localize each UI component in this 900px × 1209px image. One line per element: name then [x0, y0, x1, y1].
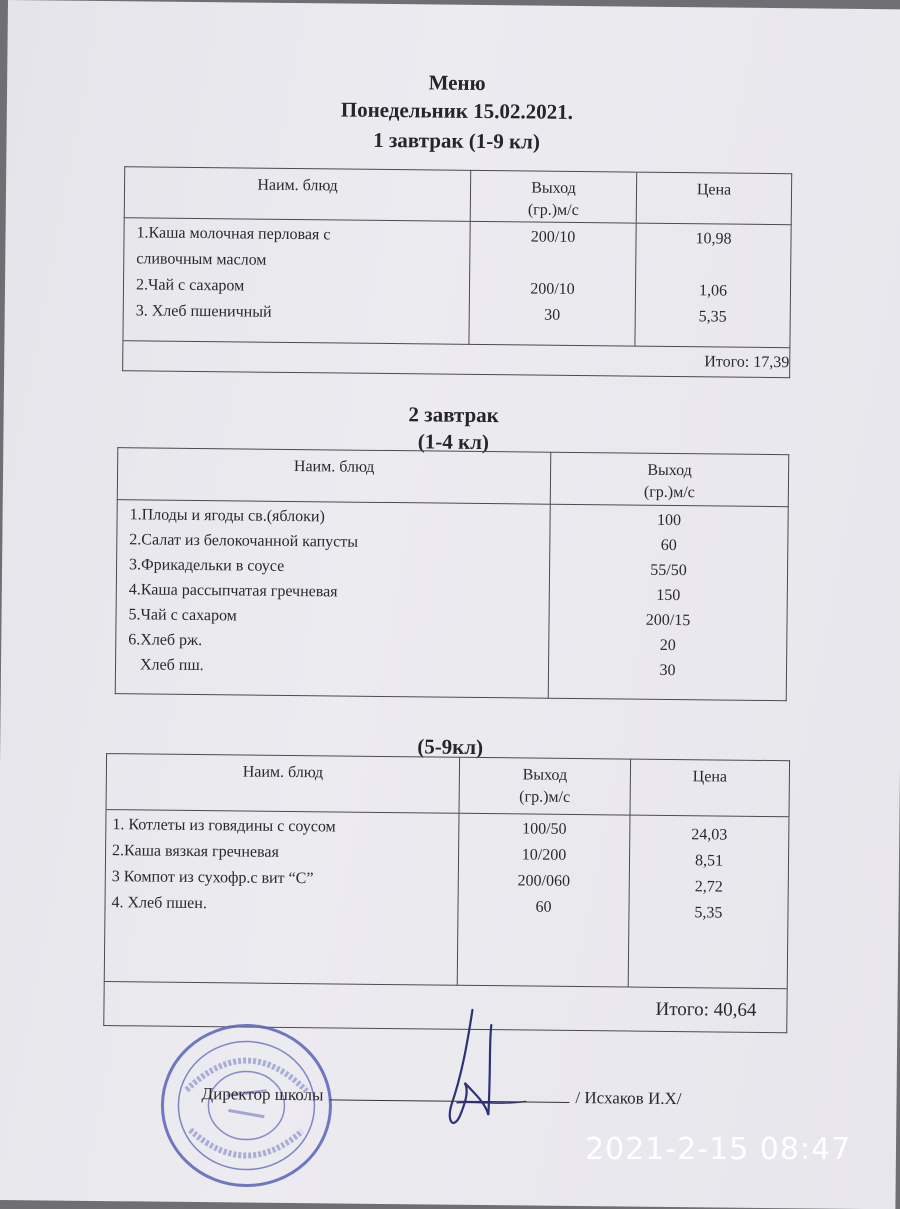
breakfast1-table [122, 166, 792, 378]
price-value: 2,72 [694, 878, 723, 896]
school-stamp-icon [156, 1020, 338, 1192]
price-value [636, 252, 790, 280]
yield-cell [548, 504, 788, 700]
yield-value: 60 [535, 898, 552, 916]
breakfast3-table [103, 753, 790, 1033]
yield-value: 30 [544, 306, 561, 324]
yield-value: 20 [659, 636, 676, 655]
list-item: 4.Каша рассыпчатая гречневая [128, 581, 338, 601]
list-item: 3.Фрикадельки в соусе [129, 556, 285, 575]
total-row: Итого: 17,39 [123, 341, 790, 378]
yield-cell [469, 221, 636, 346]
breakfast2-table [115, 447, 790, 701]
menu-date: Понедельник 15.02.2021. [340, 97, 574, 124]
yield-cell [457, 813, 630, 987]
price-value: 5,35 [694, 904, 723, 922]
yield-value: 10/200 [521, 846, 567, 864]
yield-value: 200/10 [530, 280, 575, 298]
section1-title: 1 завтрак (1-9 кл) [373, 127, 541, 154]
yield-value: 150 [656, 586, 681, 605]
list-item: 1. Котлеты из говядины с соусом [112, 816, 336, 836]
col-name-header: Наим. блюд [124, 167, 471, 222]
yield-value: 100 [656, 511, 682, 530]
price-cell [635, 223, 791, 348]
yield-value: 60 [660, 536, 677, 555]
yield-value: 200/060 [517, 872, 571, 890]
col-name-header: Наим. блюд [117, 448, 551, 505]
list-item: 6.Хлеб рж. [128, 631, 203, 650]
yield-value: 200/15 [645, 611, 691, 630]
col-price-header: Цена [630, 759, 790, 817]
section2-subtitle: (1-4 кл) [417, 429, 490, 455]
list-item: 5.Чай с сахаром [128, 606, 237, 625]
list-item: 4. Хлеб пшен. [111, 894, 207, 913]
col-price-header: Цена [636, 172, 792, 225]
yield-value [470, 250, 635, 278]
list-item: 1.Плоды и ягоды св.(яблоки) [129, 506, 325, 526]
price-value: 8,51 [694, 852, 724, 870]
signer-name: / Исхаков И.Х/ [575, 1088, 682, 1109]
price-value: 24,03 [691, 826, 728, 844]
yield-value: 200/10 [530, 228, 576, 246]
section2-title: 2 завтрак [408, 402, 499, 428]
list-item: 3. Хлеб пшеничный [135, 302, 272, 321]
section3-title: (5-9кл) [417, 734, 484, 760]
total-row: Итого: 40,64 [104, 982, 787, 1033]
list-item: сливочным маслом [136, 250, 267, 269]
price-value: 5,35 [698, 308, 727, 326]
price-value: 10,98 [695, 230, 732, 248]
col-yield-header: Выход (гр.)м/с [459, 757, 631, 815]
photo-timestamp: 2021-2-15 08:47 [585, 1132, 852, 1167]
price-value: 1,06 [698, 282, 728, 300]
price-cell [628, 815, 789, 989]
list-item: 2.Каша вязкая гречневая [112, 842, 279, 861]
col-yield-header: Выход (гр.)м/с [470, 170, 637, 223]
signer-label: Директор школы [201, 1084, 324, 1105]
yield-value: 55/50 [650, 561, 687, 580]
col-yield-header: Выход (гр.)м/с [550, 452, 789, 506]
yield-value: 30 [659, 661, 676, 680]
names-cell [123, 218, 470, 345]
list-item: Хлеб пш. [127, 656, 204, 675]
col-name-header: Наим. блюд [106, 754, 460, 814]
page-title: Меню [428, 70, 486, 96]
list-item: 2.Чай с сахаром [135, 276, 245, 295]
list-item: 2.Салат из белокочанной капусты [129, 531, 359, 551]
yield-value: 100/50 [522, 820, 567, 838]
names-cell [115, 500, 550, 699]
signature-icon [416, 1004, 537, 1135]
names-cell [104, 810, 459, 986]
list-item: 1.Каша молочная перловая с [136, 224, 331, 244]
signature-rule [329, 1099, 569, 1103]
list-item: 3 Компот из сухофр.с вит “С” [111, 868, 314, 888]
